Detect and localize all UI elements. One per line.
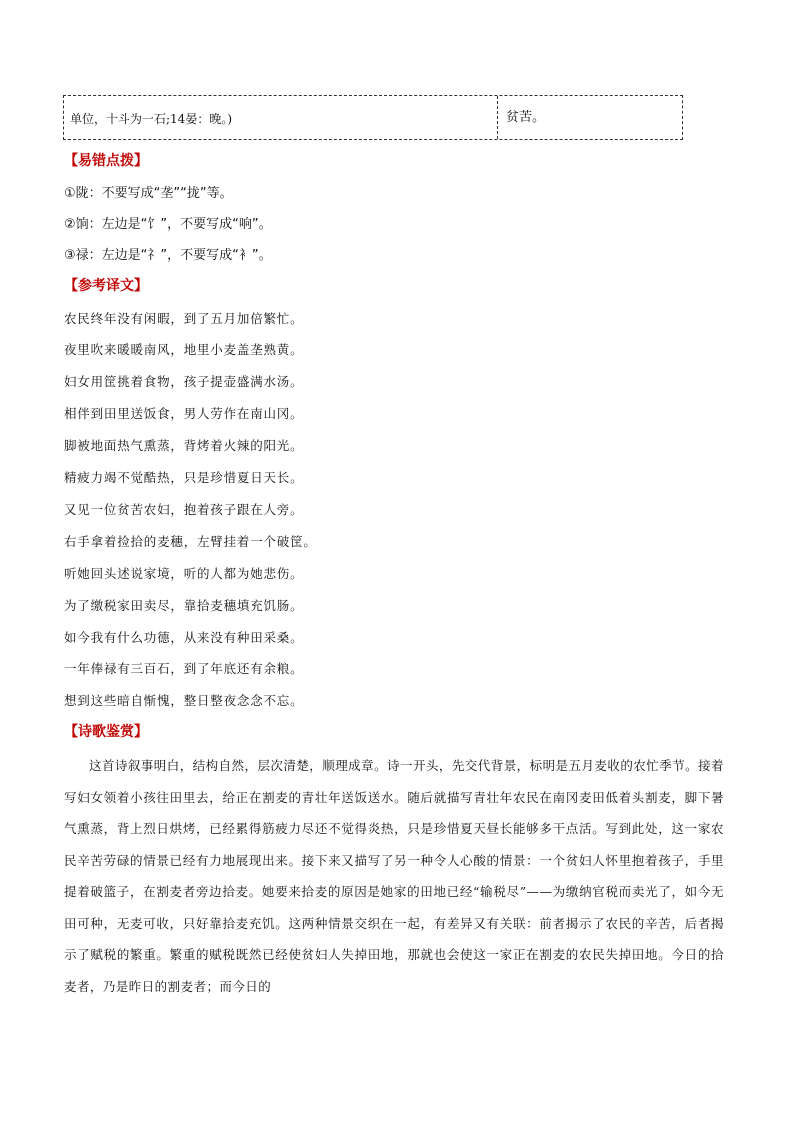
translation-heading: 【参考译文】 bbox=[64, 278, 148, 294]
translation-line: 妇女用筐挑着食物，孩子提壶盛满水汤。 bbox=[64, 374, 304, 389]
translation-line: 一年俸禄有三百石，到了年底还有余粮。 bbox=[64, 661, 304, 676]
translation-line: 相伴到田里送饭食，男人劳作在南山冈。 bbox=[64, 406, 304, 421]
translation-line: 又见一位贫苦农妇，抱着孩子跟在人旁。 bbox=[64, 502, 304, 517]
translation-line: 右手拿着捡拾的麦穗，左臂挂着一个破筐。 bbox=[64, 534, 317, 549]
translation-line: 为了缴税家田卖尽，靠拾麦穗填充饥肠。 bbox=[64, 598, 304, 613]
translation-line: 农民终年没有闲暇，到了五月加倍繁忙。 bbox=[64, 311, 304, 326]
annotation-table bbox=[63, 95, 683, 140]
error-tip-item: ③禄：左边是“礻”，不要写成“衤”。 bbox=[64, 248, 272, 263]
error-tip-item: ②饷：左边是“饣”，不要写成“响”。 bbox=[64, 217, 272, 232]
appreciation-paragraph: 这首诗叙事明白，结构自然，层次清楚，顺理成章。诗一开头，先交代背景，标明是五月麦收的农忙季节。接着写妇女领着小孩往田里去，给正在割麦的青壮年送饭送水。随后就描写青壮年农民在南冈麦田低着头割麦，脚下暑气熏蒸，背上烈日烘烤，已经累得筋疲力尽还不觉得炎热，只是珍惜夏天昼长能够多干点活。写到此处，这一家农民辛苦劳碌的情景已经有力地展现出来。接下来又描写了另一种令人心酸的情景：一个贫妇人怀里抱着孩子，手里提着破篮子，在割麦者旁边拾麦。她要来拾麦的原因是她家的田地已经“输税尽”——为缴纳官税而卖光了，如今无田可种，无麦可收，只好靠拾麦充饥。这两种情景交织在一起，有差异又有关联：前者揭示了农民的辛苦，后者揭示了赋税的繁重。繁重的赋税既然已经使贫妇人失掉田地，那就也会使这一家正在割麦的农民失掉田地。今日的拾麦者，乃是昨日的割麦者；而今日的 bbox=[64, 758, 724, 994]
translation-line: 精疲力竭不觉酷热，只是珍惜夏日天长。 bbox=[64, 470, 304, 485]
table-cell-meaning: 贫苦。 bbox=[506, 110, 546, 125]
translation-line: 听她回头述说家境，听的人都为她悲伤。 bbox=[64, 566, 304, 581]
table-cell-notes: 单位，十斗为一石;14晏：晚。) bbox=[64, 96, 498, 139]
translation-line: 夜里吹来暖暖南风，地里小麦盖垄熟黄。 bbox=[64, 342, 304, 357]
appreciation-heading: 【诗歌鉴赏】 bbox=[64, 724, 148, 740]
error-tip-item: ①陇：不要写成“垄”“拢”等。 bbox=[64, 186, 233, 201]
error-tips-heading: 【易错点拨】 bbox=[64, 153, 148, 169]
translation-line: 脚被地面热气熏蒸，背烤着火辣的阳光。 bbox=[64, 438, 304, 453]
translation-line: 想到这些暗自惭愧，整日整夜念念不忘。 bbox=[64, 693, 304, 708]
translation-line: 如今我有什么功德，从来没有种田采桑。 bbox=[64, 630, 304, 645]
